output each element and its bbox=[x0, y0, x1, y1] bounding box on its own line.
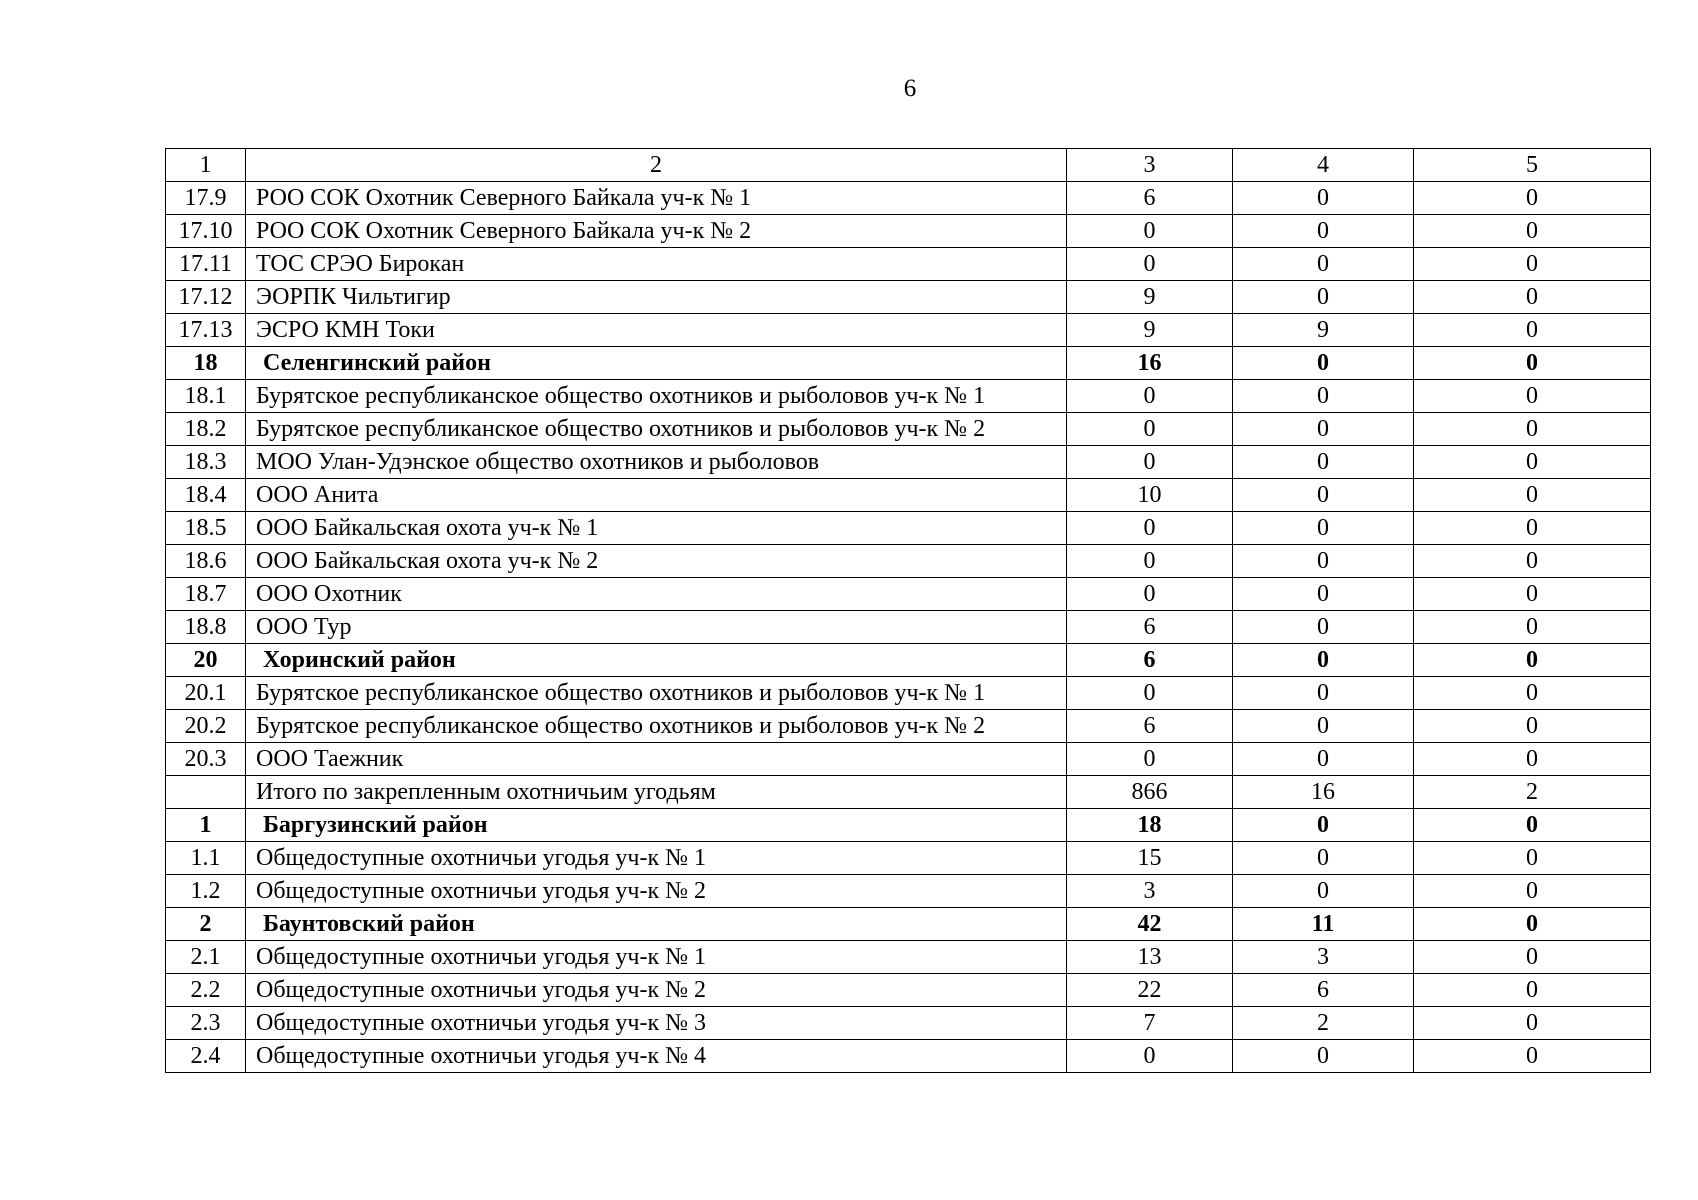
row-number-cell: 18.7 bbox=[166, 578, 246, 611]
row-value-col5-cell: 0 bbox=[1414, 578, 1651, 611]
row-value-col3-cell: 0 bbox=[1067, 743, 1233, 776]
table-row bbox=[166, 974, 1651, 1007]
table-row bbox=[166, 578, 1651, 611]
row-number-cell: 1 bbox=[166, 809, 246, 842]
row-name-cell: ТОС СРЭО Бирокан bbox=[246, 248, 1067, 281]
row-value-col5-cell: 0 bbox=[1414, 380, 1651, 413]
row-value-col3-cell: 16 bbox=[1067, 347, 1233, 380]
row-value-col4-cell: 0 bbox=[1233, 380, 1414, 413]
header-cell-2: 2 bbox=[246, 149, 1067, 182]
row-number-cell: 20.3 bbox=[166, 743, 246, 776]
row-value-col4-cell: 9 bbox=[1233, 314, 1414, 347]
table-body bbox=[166, 149, 1651, 1073]
table-section-row bbox=[166, 809, 1651, 842]
row-number-cell: 20 bbox=[166, 644, 246, 677]
row-value-col3-cell: 42 bbox=[1067, 908, 1233, 941]
row-name-cell: Баргузинский район bbox=[246, 809, 1067, 842]
row-value-col4-cell: 0 bbox=[1233, 512, 1414, 545]
row-value-col4-cell: 0 bbox=[1233, 413, 1414, 446]
row-value-col5-cell: 0 bbox=[1414, 545, 1651, 578]
row-value-col5-cell: 0 bbox=[1414, 710, 1651, 743]
row-name-cell: Общедоступные охотничьи угодья уч-к № 4 bbox=[246, 1040, 1067, 1073]
row-value-col3-cell: 6 bbox=[1067, 611, 1233, 644]
row-value-col4-cell: 3 bbox=[1233, 941, 1414, 974]
row-name-cell: ЭСРО КМН Токи bbox=[246, 314, 1067, 347]
row-value-col3-cell: 9 bbox=[1067, 314, 1233, 347]
table-row bbox=[166, 677, 1651, 710]
row-name-cell: Общедоступные охотничьи угодья уч-к № 2 bbox=[246, 875, 1067, 908]
row-name-cell: РОО СОК Охотник Северного Байкала уч-к № 2 bbox=[246, 215, 1067, 248]
row-value-col3-cell: 22 bbox=[1067, 974, 1233, 1007]
table-row bbox=[166, 1040, 1651, 1073]
row-number-cell: 18.4 bbox=[166, 479, 246, 512]
row-value-col3-cell: 0 bbox=[1067, 545, 1233, 578]
row-number-cell: 2 bbox=[166, 908, 246, 941]
row-number-cell: 2.2 bbox=[166, 974, 246, 1007]
row-value-col4-cell: 6 bbox=[1233, 974, 1414, 1007]
table-row bbox=[166, 512, 1651, 545]
row-value-col4-cell: 11 bbox=[1233, 908, 1414, 941]
row-name-cell: Бурятское республиканское общество охотников и рыболовов уч-к № 2 bbox=[246, 710, 1067, 743]
table-section-row bbox=[166, 644, 1651, 677]
table-row bbox=[166, 182, 1651, 215]
table-row bbox=[166, 248, 1651, 281]
row-value-col4-cell: 2 bbox=[1233, 1007, 1414, 1040]
row-number-cell: 18.5 bbox=[166, 512, 246, 545]
row-value-col5-cell: 0 bbox=[1414, 809, 1651, 842]
header-cell-3: 3 bbox=[1067, 149, 1233, 182]
row-value-col3-cell: 0 bbox=[1067, 380, 1233, 413]
row-value-col4-cell: 0 bbox=[1233, 743, 1414, 776]
row-value-col5-cell: 0 bbox=[1414, 875, 1651, 908]
row-value-col3-cell: 0 bbox=[1067, 677, 1233, 710]
row-value-col4-cell: 16 bbox=[1233, 776, 1414, 809]
row-value-col3-cell: 6 bbox=[1067, 182, 1233, 215]
row-number-cell: 18.8 bbox=[166, 611, 246, 644]
row-value-col4-cell: 0 bbox=[1233, 446, 1414, 479]
row-name-cell: Общедоступные охотничьи угодья уч-к № 3 bbox=[246, 1007, 1067, 1040]
row-value-col3-cell: 3 bbox=[1067, 875, 1233, 908]
row-value-col4-cell: 0 bbox=[1233, 545, 1414, 578]
row-number-cell: 1.2 bbox=[166, 875, 246, 908]
row-value-col5-cell: 0 bbox=[1414, 314, 1651, 347]
table-section-row bbox=[166, 908, 1651, 941]
row-value-col3-cell: 0 bbox=[1067, 512, 1233, 545]
row-name-cell: Баунтовский район bbox=[246, 908, 1067, 941]
row-value-col4-cell: 0 bbox=[1233, 248, 1414, 281]
row-value-col3-cell: 0 bbox=[1067, 248, 1233, 281]
row-value-col5-cell: 0 bbox=[1414, 908, 1651, 941]
row-name-cell: ООО Охотник bbox=[246, 578, 1067, 611]
data-table bbox=[165, 148, 1651, 1073]
row-value-col4-cell: 0 bbox=[1233, 479, 1414, 512]
row-value-col3-cell: 6 bbox=[1067, 710, 1233, 743]
row-value-col5-cell: 0 bbox=[1414, 743, 1651, 776]
row-number-cell: 18.1 bbox=[166, 380, 246, 413]
header-cell-4: 4 bbox=[1233, 149, 1414, 182]
row-number-cell: 18.6 bbox=[166, 545, 246, 578]
table-row bbox=[166, 215, 1651, 248]
row-name-cell: ЭОРПК Чильтигир bbox=[246, 281, 1067, 314]
table-row bbox=[166, 710, 1651, 743]
row-value-col5-cell: 2 bbox=[1414, 776, 1651, 809]
row-value-col4-cell: 0 bbox=[1233, 842, 1414, 875]
table-row bbox=[166, 941, 1651, 974]
page-number: 6 bbox=[903, 75, 917, 102]
row-number-cell: 1.1 bbox=[166, 842, 246, 875]
row-value-col3-cell: 0 bbox=[1067, 446, 1233, 479]
header-cell-5: 5 bbox=[1414, 149, 1651, 182]
row-number-cell: 18.3 bbox=[166, 446, 246, 479]
row-value-col3-cell: 0 bbox=[1067, 413, 1233, 446]
row-name-cell: ООО Анита bbox=[246, 479, 1067, 512]
row-value-col3-cell: 866 bbox=[1067, 776, 1233, 809]
row-value-col5-cell: 0 bbox=[1414, 512, 1651, 545]
row-name-cell: Селенгинский район bbox=[246, 347, 1067, 380]
row-value-col3-cell: 6 bbox=[1067, 644, 1233, 677]
row-value-col3-cell: 15 bbox=[1067, 842, 1233, 875]
row-name-cell: ООО Байкальская охота уч-к № 2 bbox=[246, 545, 1067, 578]
row-value-col5-cell: 0 bbox=[1414, 446, 1651, 479]
row-number-cell: 17.13 bbox=[166, 314, 246, 347]
table-row bbox=[166, 611, 1651, 644]
row-number-cell: 20.2 bbox=[166, 710, 246, 743]
table-row bbox=[166, 842, 1651, 875]
row-number-cell bbox=[166, 776, 246, 809]
row-value-col5-cell: 0 bbox=[1414, 941, 1651, 974]
row-number-cell: 17.9 bbox=[166, 182, 246, 215]
row-number-cell: 17.11 bbox=[166, 248, 246, 281]
table-row bbox=[166, 380, 1651, 413]
table-row bbox=[166, 776, 1651, 809]
table-row bbox=[166, 413, 1651, 446]
row-value-col4-cell: 0 bbox=[1233, 611, 1414, 644]
row-value-col3-cell: 0 bbox=[1067, 215, 1233, 248]
row-name-cell: Бурятское республиканское общество охотников и рыболовов уч-к № 1 bbox=[246, 380, 1067, 413]
row-number-cell: 17.10 bbox=[166, 215, 246, 248]
row-number-cell: 2.4 bbox=[166, 1040, 246, 1073]
table-row bbox=[166, 743, 1651, 776]
row-number-cell: 17.12 bbox=[166, 281, 246, 314]
row-name-cell: Общедоступные охотничьи угодья уч-к № 1 bbox=[246, 842, 1067, 875]
row-value-col4-cell: 0 bbox=[1233, 578, 1414, 611]
row-name-cell: Бурятское республиканское общество охотников и рыболовов уч-к № 1 bbox=[246, 677, 1067, 710]
row-name-cell: Бурятское республиканское общество охотников и рыболовов уч-к № 2 bbox=[246, 413, 1067, 446]
row-name-cell: ООО Тур bbox=[246, 611, 1067, 644]
row-value-col4-cell: 0 bbox=[1233, 182, 1414, 215]
row-value-col5-cell: 0 bbox=[1414, 413, 1651, 446]
table-header-row bbox=[166, 149, 1651, 182]
row-value-col3-cell: 18 bbox=[1067, 809, 1233, 842]
row-name-cell: МОО Улан-Удэнское общество охотников и рыболовов bbox=[246, 446, 1067, 479]
row-value-col5-cell: 0 bbox=[1414, 248, 1651, 281]
row-value-col5-cell: 0 bbox=[1414, 182, 1651, 215]
header-cell-1: 1 bbox=[166, 149, 246, 182]
table-row bbox=[166, 1007, 1651, 1040]
row-value-col5-cell: 0 bbox=[1414, 1040, 1651, 1073]
row-value-col3-cell: 7 bbox=[1067, 1007, 1233, 1040]
row-value-col3-cell: 13 bbox=[1067, 941, 1233, 974]
row-value-col4-cell: 0 bbox=[1233, 347, 1414, 380]
row-value-col4-cell: 0 bbox=[1233, 677, 1414, 710]
row-number-cell: 18.2 bbox=[166, 413, 246, 446]
table-row bbox=[166, 446, 1651, 479]
row-value-col4-cell: 0 bbox=[1233, 281, 1414, 314]
row-value-col5-cell: 0 bbox=[1414, 347, 1651, 380]
row-name-cell: Хоринский район bbox=[246, 644, 1067, 677]
row-value-col4-cell: 0 bbox=[1233, 875, 1414, 908]
row-value-col3-cell: 0 bbox=[1067, 1040, 1233, 1073]
row-value-col5-cell: 0 bbox=[1414, 842, 1651, 875]
row-value-col5-cell: 0 bbox=[1414, 644, 1651, 677]
row-value-col4-cell: 0 bbox=[1233, 644, 1414, 677]
table-row bbox=[166, 314, 1651, 347]
row-value-col4-cell: 0 bbox=[1233, 710, 1414, 743]
row-name-cell: ООО Таежник bbox=[246, 743, 1067, 776]
table-row bbox=[166, 281, 1651, 314]
row-value-col4-cell: 0 bbox=[1233, 809, 1414, 842]
row-value-col5-cell: 0 bbox=[1414, 974, 1651, 1007]
table-row bbox=[166, 545, 1651, 578]
row-number-cell: 18 bbox=[166, 347, 246, 380]
row-number-cell: 2.1 bbox=[166, 941, 246, 974]
row-name-cell: Общедоступные охотничьи угодья уч-к № 2 bbox=[246, 974, 1067, 1007]
row-name-cell: РОО СОК Охотник Северного Байкала уч-к № 1 bbox=[246, 182, 1067, 215]
row-name-cell: Итого по закрепленным охотничьим угодьям bbox=[246, 776, 1067, 809]
row-value-col4-cell: 0 bbox=[1233, 215, 1414, 248]
table-row bbox=[166, 875, 1651, 908]
row-name-cell: ООО Байкальская охота уч-к № 1 bbox=[246, 512, 1067, 545]
row-value-col5-cell: 0 bbox=[1414, 479, 1651, 512]
row-value-col3-cell: 9 bbox=[1067, 281, 1233, 314]
row-value-col5-cell: 0 bbox=[1414, 1007, 1651, 1040]
row-value-col3-cell: 10 bbox=[1067, 479, 1233, 512]
row-value-col5-cell: 0 bbox=[1414, 677, 1651, 710]
row-number-cell: 20.1 bbox=[166, 677, 246, 710]
row-value-col5-cell: 0 bbox=[1414, 611, 1651, 644]
table-section-row bbox=[166, 347, 1651, 380]
row-value-col5-cell: 0 bbox=[1414, 215, 1651, 248]
row-value-col4-cell: 0 bbox=[1233, 1040, 1414, 1073]
row-value-col3-cell: 0 bbox=[1067, 578, 1233, 611]
row-value-col5-cell: 0 bbox=[1414, 281, 1651, 314]
row-number-cell: 2.3 bbox=[166, 1007, 246, 1040]
row-name-cell: Общедоступные охотничьи угодья уч-к № 1 bbox=[246, 941, 1067, 974]
table-row bbox=[166, 479, 1651, 512]
